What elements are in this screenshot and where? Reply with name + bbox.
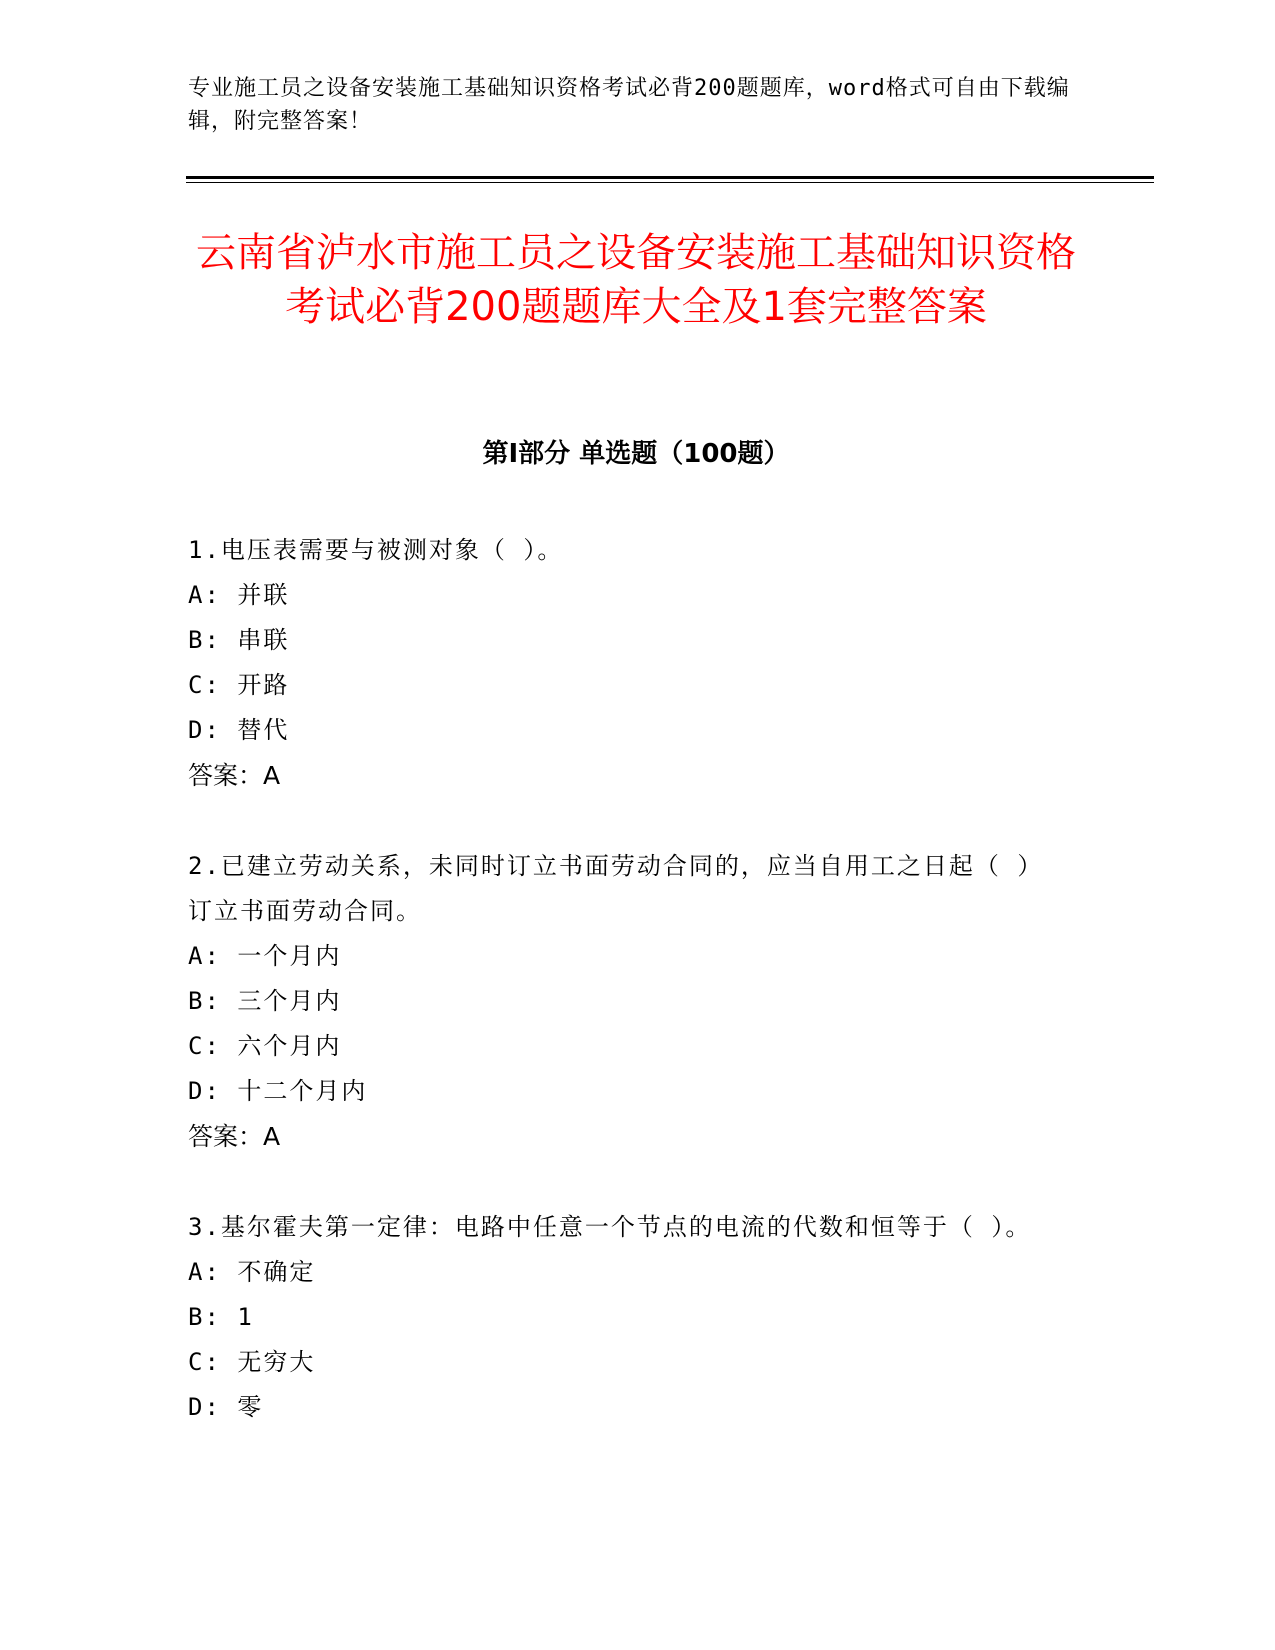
answer: 答案：A	[188, 761, 281, 790]
header-rule-thick	[186, 176, 1154, 179]
option-d: D: 零	[188, 1393, 264, 1421]
option-c: C: 开路	[188, 671, 290, 699]
question-text: 2.已建立劳动关系，未同时订立书面劳动合同的，应当自用工之日起（ ）订立书面劳动合同。	[188, 852, 1044, 925]
section-title: 第Ⅰ部分 单选题（100题）	[482, 439, 790, 469]
question-2	[188, 844, 1068, 1159]
option-a: A: 并联	[188, 581, 290, 609]
question-3	[188, 1205, 1068, 1430]
header-rule-thin	[186, 182, 1154, 183]
option-b: B: 三个月内	[188, 987, 342, 1015]
option-b: B: 1	[188, 1303, 254, 1331]
question-list	[188, 528, 1068, 1476]
question-text: 1.电压表需要与被测对象（ ）。	[188, 536, 564, 564]
option-b: B: 串联	[188, 626, 290, 654]
option-d: D: 替代	[188, 716, 290, 744]
question-1	[188, 528, 1068, 798]
question-text: 3.基尔霍夫第一定律：电路中任意一个节点的电流的代数和恒等于（ ）。	[188, 1213, 1032, 1241]
option-c: C: 无穷大	[188, 1348, 316, 1376]
option-a: A: 一个月内	[188, 942, 342, 970]
option-a: A: 不确定	[188, 1258, 316, 1286]
answer: 答案：A	[188, 1122, 281, 1151]
option-d: D: 十二个月内	[188, 1077, 368, 1105]
document-title: 云南省泸水市施工员之设备安装施工基础知识资格考试必背200题题库大全及1套完整答案	[196, 230, 1076, 330]
option-c: C: 六个月内	[188, 1032, 342, 1060]
header-note: 专业施工员之设备安装施工基础知识资格考试必背200题题库，word格式可自由下载编辑，附完整答案！	[188, 76, 1070, 134]
